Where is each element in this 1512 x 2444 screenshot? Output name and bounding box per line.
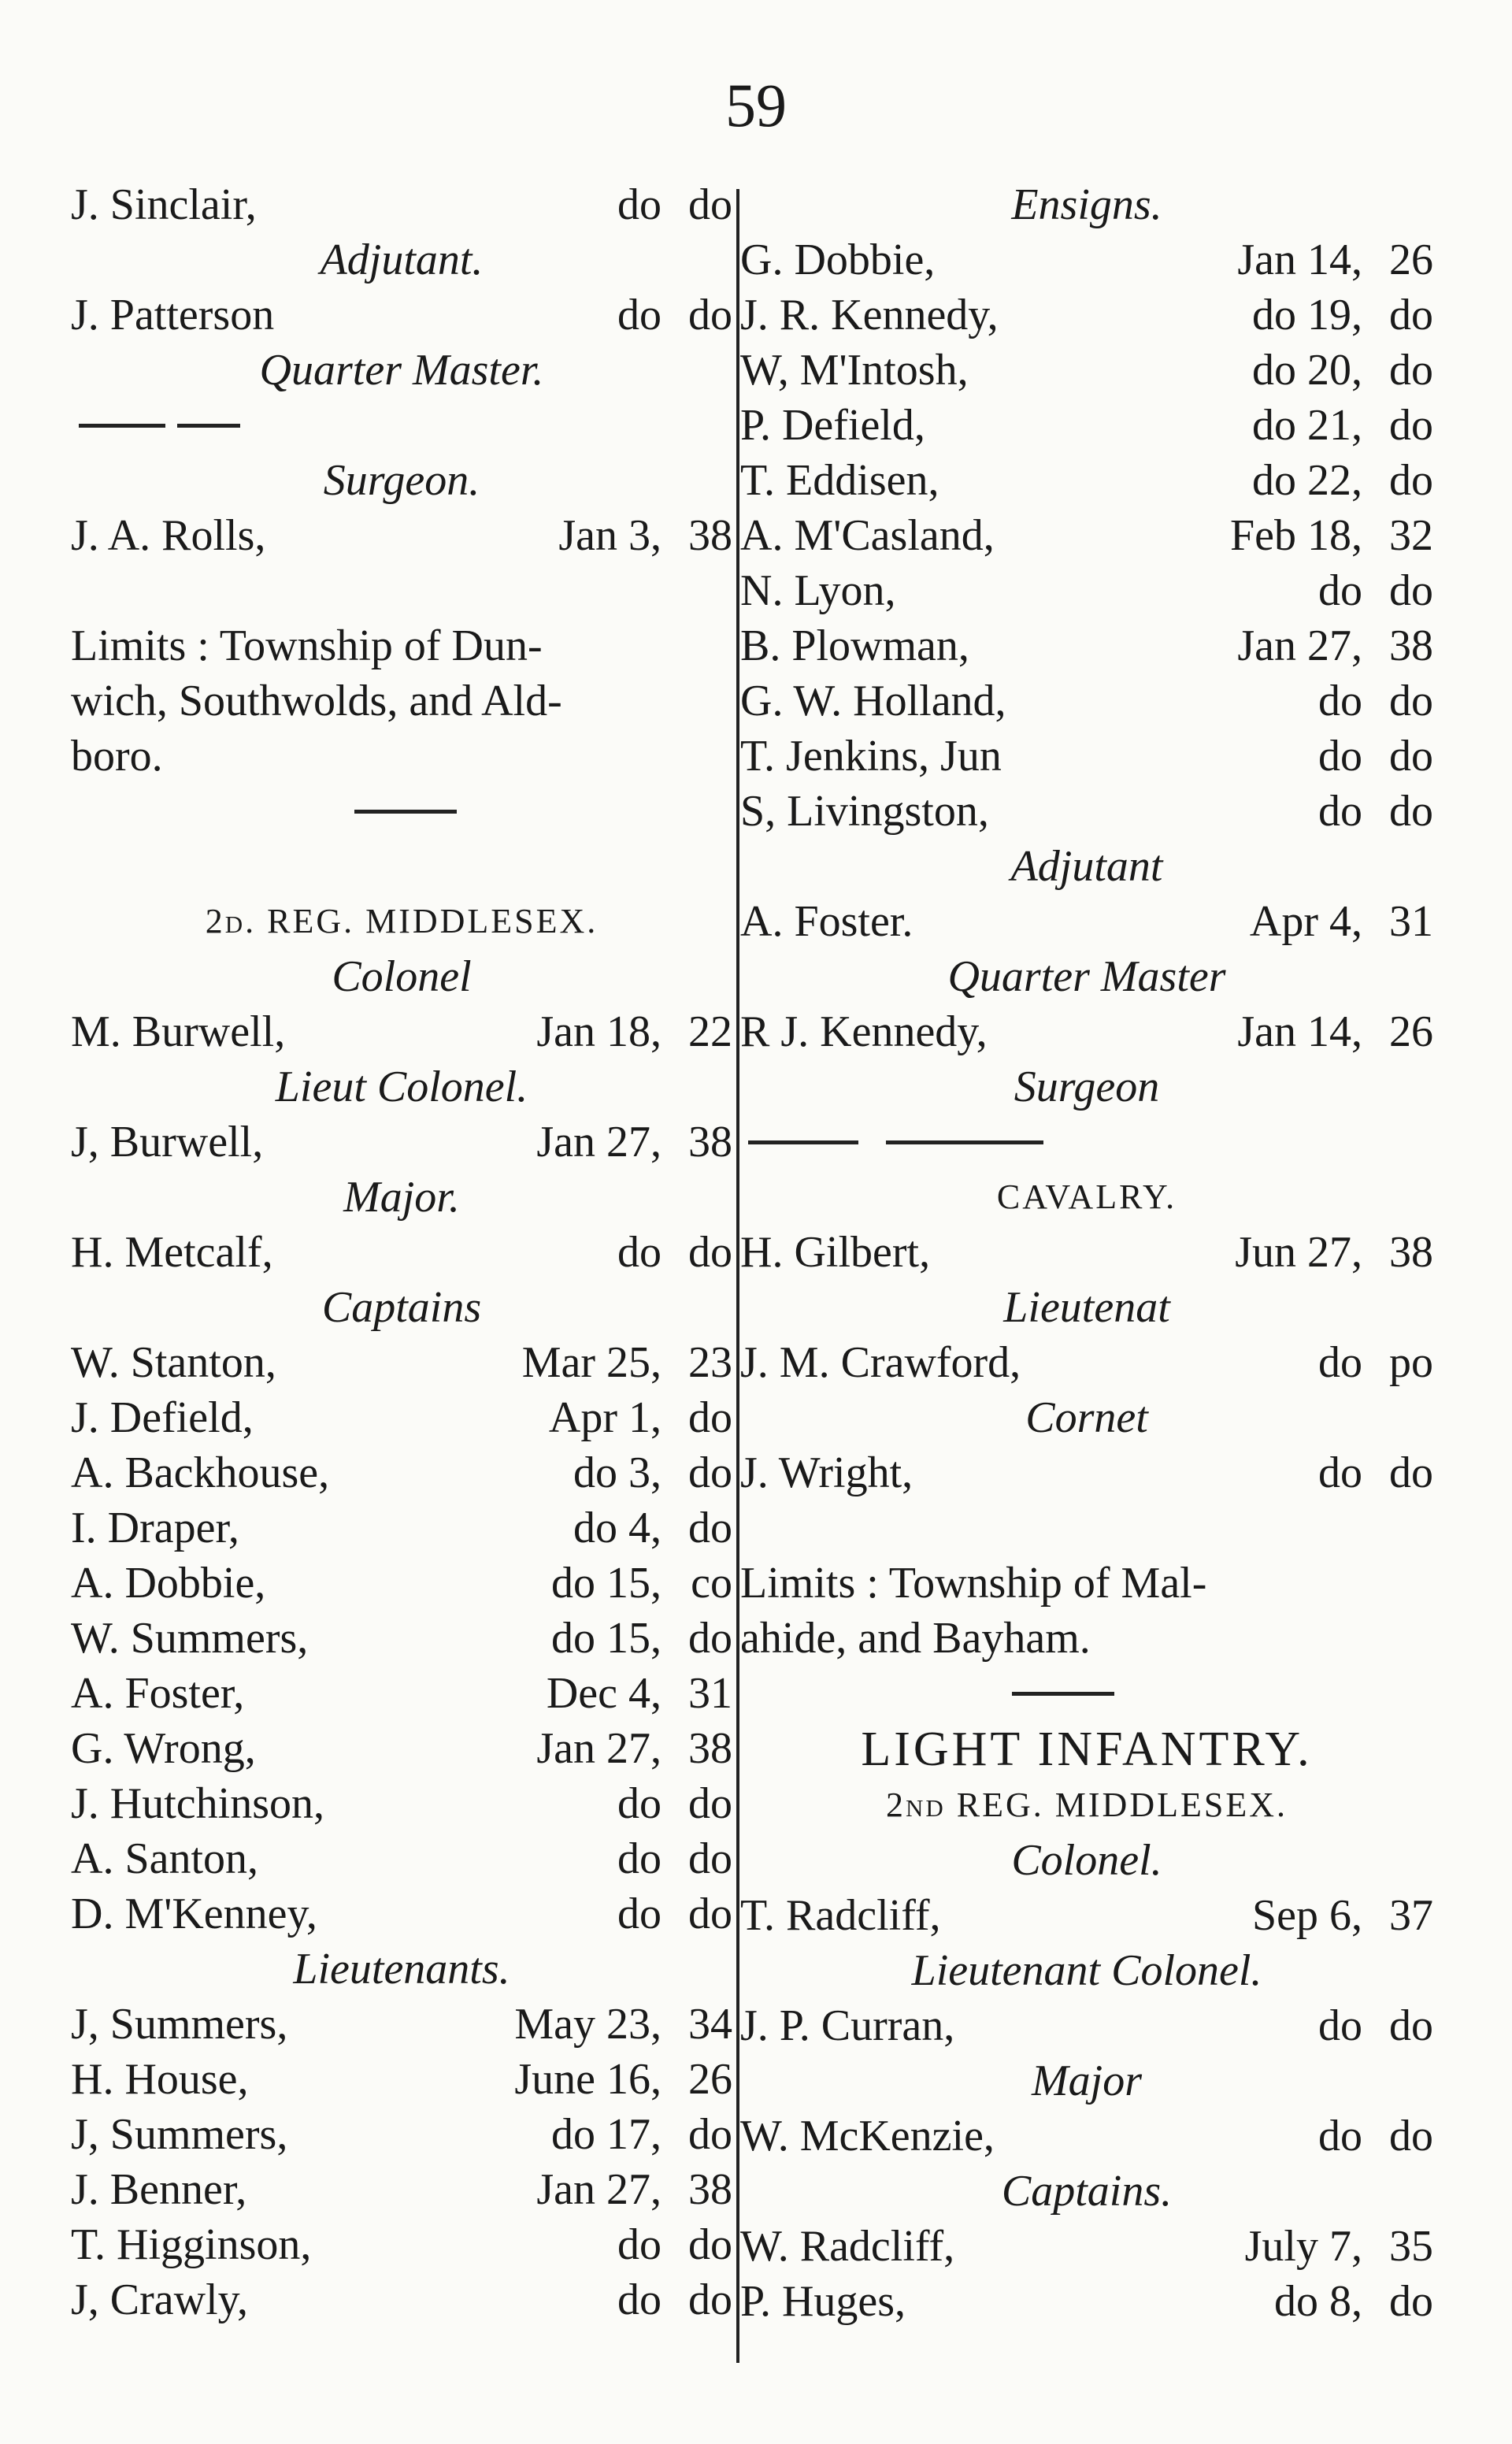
officer-name: W. Summers, [71, 1614, 309, 1663]
rank-heading-ensigns: Ensigns. [1011, 180, 1162, 229]
commission-year: do [1389, 291, 1433, 339]
commission-year: do [688, 291, 732, 339]
officer-name: J. Benner, [71, 2165, 247, 2214]
rank-heading-adjutant: Adjutant [1010, 842, 1163, 891]
officer-name: J. Sinclair, [71, 180, 257, 229]
commission-date: do [617, 1228, 662, 1277]
roster-row [71, 1721, 732, 1776]
commission-year: do [1389, 732, 1433, 781]
rank-heading-major: Major. [343, 1173, 460, 1222]
limits-line: Limits : Township of Mal- [740, 1559, 1207, 1608]
commission-year: 31 [1389, 897, 1433, 946]
commission-date: do 15, [551, 1614, 662, 1663]
roster-row [71, 1004, 732, 1059]
commission-date: Jan 18, [536, 1007, 662, 1056]
ensigns-list [740, 232, 1433, 839]
roster-row [71, 177, 732, 232]
officer-name: A. Dobbie, [71, 1559, 266, 1608]
commission-date: do 17, [551, 2110, 662, 2159]
commission-date: Jan 27, [536, 1724, 662, 1773]
officer-name: T. Jenkins, Jun [740, 732, 1002, 781]
roster-row [740, 2274, 1433, 2329]
rank-heading-captains: Captains [321, 1283, 482, 1332]
roster-row [71, 1225, 732, 1280]
roster-row [71, 1997, 732, 2052]
commission-year: do [1389, 2277, 1433, 2326]
commission-year: do [1389, 346, 1433, 395]
commission-year: do [688, 2220, 732, 2269]
commission-date: do 22, [1252, 456, 1362, 505]
roster-row [740, 618, 1433, 673]
commission-year: 38 [688, 511, 732, 560]
roster-row [740, 1888, 1433, 1943]
limits-note [71, 618, 732, 784]
officer-name: A. Foster. [740, 897, 914, 946]
officer-name: J. R. Kennedy, [740, 291, 999, 339]
commission-date: do [1318, 566, 1362, 615]
roster-row [71, 1390, 732, 1445]
roster-row [71, 1500, 732, 1556]
rank-heading-colonel: Colonel. [1011, 1836, 1162, 1885]
page-number: 59 [725, 71, 787, 139]
officer-name: J. Wright, [740, 1448, 914, 1497]
rank-heading-lieutenant: Lieutenat [1003, 1283, 1170, 1332]
commission-year: 38 [688, 1118, 732, 1166]
commission-year: 22 [688, 1007, 732, 1056]
roster-row [71, 2272, 732, 2327]
commission-year: 31 [688, 1669, 732, 1718]
commission-year: 37 [1389, 1891, 1433, 1940]
commission-year: 23 [688, 1338, 732, 1387]
officer-name: J. Patterson [71, 291, 275, 339]
commission-year: do [1389, 566, 1433, 615]
commission-date: do [1318, 2112, 1362, 2160]
commission-date: Jan 27, [1237, 621, 1362, 670]
rank-heading-quarter-master: Quarter Master. [259, 346, 544, 395]
commission-year: do [688, 180, 732, 229]
officer-name: T. Eddisen, [740, 456, 939, 505]
commission-year: do [688, 2110, 732, 2159]
commission-year: do [688, 2275, 732, 2324]
roster-row [71, 1556, 732, 1611]
commission-year: 32 [1389, 511, 1433, 560]
commission-year: do [1389, 2001, 1433, 2050]
commission-date: Jan 27, [536, 1118, 662, 1166]
officer-name: D. M'Kenney, [71, 1890, 317, 1938]
right-column [740, 177, 1433, 2329]
officer-name: R J. Kennedy, [740, 1007, 988, 1056]
commission-date: Sep 6, [1252, 1891, 1362, 1940]
officer-name: G. Wrong, [71, 1724, 256, 1773]
officer-name: H. Metcalf, [71, 1228, 273, 1277]
commission-year: 26 [688, 2055, 732, 2104]
commission-year: po [1389, 1338, 1433, 1387]
commission-date: Jan 27, [536, 2165, 662, 2214]
rank-heading-major: Major [1032, 2056, 1142, 2105]
rank-heading-lieutenant-colonel: Lieutenant Colonel. [911, 1946, 1262, 1995]
commission-date: do [617, 1834, 662, 1883]
commission-date: do 3, [573, 1448, 662, 1497]
rank-heading-adjutant: Adjutant. [320, 235, 484, 284]
roster-row [71, 287, 732, 343]
commission-year: 38 [1389, 1228, 1433, 1277]
cavalry-heading: CAVALRY. [996, 1177, 1177, 1216]
commission-date: do [1318, 732, 1362, 781]
commission-date: do [1318, 2001, 1362, 2050]
limits-note [740, 1556, 1433, 1666]
separator-rule [71, 398, 732, 453]
commission-date: do [617, 2275, 662, 2324]
commission-year: do [1389, 677, 1433, 725]
officer-name: W. Radcliff, [740, 2222, 955, 2271]
officer-name: J. Defield, [71, 1393, 254, 1442]
commission-year: 38 [688, 1724, 732, 1773]
officer-name: J. A. Rolls, [71, 511, 266, 560]
officer-name: W. McKenzie, [740, 2112, 995, 2160]
officer-name: N. Lyon, [740, 566, 896, 615]
commission-year: do [1389, 1448, 1433, 1497]
commission-year: do [688, 1614, 732, 1663]
rank-heading-colonel: Colonel [332, 952, 472, 1001]
commission-year: do [688, 1890, 732, 1938]
commission-date: May 23, [514, 2000, 662, 2049]
commission-year: do [688, 1228, 732, 1277]
roster-row [740, 1445, 1433, 1500]
limits-line: wich, Southwolds, and Ald- [71, 677, 562, 725]
limits-line: Limits : Township of Dun- [71, 621, 543, 670]
commission-date: Jan 14, [1237, 235, 1362, 284]
commission-date: do [1318, 1448, 1362, 1497]
officer-name: A. M'Casland, [740, 511, 995, 560]
roster-row [740, 232, 1433, 287]
commission-date: do [617, 2220, 662, 2269]
officer-name: J, Crawly, [71, 2275, 249, 2324]
commission-year: 34 [688, 2000, 732, 2049]
commission-year: 26 [1389, 235, 1433, 284]
commission-date: do 19, [1252, 291, 1362, 339]
officer-name: J. M. Crawford, [740, 1338, 1021, 1387]
roster-row [740, 398, 1433, 453]
rank-heading-cornet: Cornet [1025, 1393, 1148, 1442]
commission-date: Jun 27, [1235, 1228, 1362, 1277]
officer-name: J, Burwell, [71, 1118, 264, 1166]
commission-date: do [617, 1779, 662, 1828]
commission-date: do [1318, 1338, 1362, 1387]
commission-year: do [688, 1393, 732, 1442]
captains-list [740, 2219, 1433, 2329]
rank-heading-surgeon: Surgeon [1014, 1063, 1160, 1111]
commission-date: do [617, 180, 662, 229]
roster-row [740, 343, 1433, 398]
regiment-heading: 2d. REG. MIDDLESEX. [205, 902, 598, 940]
commission-year: do [688, 1779, 732, 1828]
commission-date: do [617, 291, 662, 339]
roster-row [71, 2217, 732, 2272]
commission-year: 35 [1389, 2222, 1433, 2271]
roster-row [740, 894, 1433, 949]
regiment-heading: 2nd REG. MIDDLESEX. [886, 1786, 1288, 1824]
commission-date: do [1318, 677, 1362, 725]
commission-date: Jan 14, [1237, 1007, 1362, 1056]
commission-year: do [1389, 2112, 1433, 2160]
officer-name: J, Summers, [71, 2000, 288, 2049]
officer-name: M. Burwell, [71, 1007, 286, 1056]
commission-year: do [688, 1504, 732, 1552]
roster-row [740, 673, 1433, 729]
commission-year: do [1389, 456, 1433, 505]
separator-rule [740, 1666, 1433, 1721]
officer-name: H. Gilbert, [740, 1228, 931, 1277]
commission-date: Jan 3, [558, 511, 662, 560]
commission-year: 26 [1389, 1007, 1433, 1056]
commission-date: do 20, [1252, 346, 1362, 395]
roster-row [71, 1776, 732, 1831]
limits-line: boro. [71, 732, 163, 781]
roster-row [71, 2107, 732, 2162]
commission-date: July 7, [1244, 2222, 1362, 2271]
commission-year: 38 [1389, 621, 1433, 670]
roster-row [740, 287, 1433, 343]
commission-date: Feb 18, [1230, 511, 1362, 560]
roster-row [740, 2219, 1433, 2274]
commission-date: do 4, [573, 1504, 662, 1552]
roster-row [740, 563, 1433, 618]
commission-date: do 15, [551, 1559, 662, 1608]
commission-year: do [1389, 401, 1433, 450]
officer-name: T. Radcliff, [740, 1891, 941, 1940]
roster-row [740, 453, 1433, 508]
commission-date: Apr 1, [548, 1393, 662, 1442]
separator-rule [740, 1114, 1433, 1170]
officer-name: W, M'Intosh, [740, 346, 969, 395]
commission-date: Dec 4, [546, 1669, 662, 1718]
officer-name: T. Higginson, [71, 2220, 312, 2269]
commission-date: Mar 25, [521, 1338, 662, 1387]
limits-line: ahide, and Bayham. [740, 1614, 1091, 1663]
captains-list [71, 1335, 732, 1941]
officer-name: A. Backhouse, [71, 1448, 330, 1497]
commission-date: do [1318, 787, 1362, 836]
officer-name: B. Plowman, [740, 621, 969, 670]
roster-row [71, 1666, 732, 1721]
officer-name: I. Draper, [71, 1504, 239, 1552]
roster-row [71, 1445, 732, 1500]
officer-name: A. Foster, [71, 1669, 245, 1718]
commission-year: do [688, 1834, 732, 1883]
roster-row [740, 508, 1433, 563]
roster-row [740, 2108, 1433, 2164]
officer-name: J. Hutchinson, [71, 1779, 324, 1828]
roster-row [740, 784, 1433, 839]
rank-heading-lieutenants: Lieutenants. [293, 1945, 510, 1993]
roster-row [740, 1335, 1433, 1390]
roster-row [71, 2052, 732, 2107]
officer-name: P. Huges, [740, 2277, 906, 2326]
roster-row [71, 2162, 732, 2217]
roster-row [71, 1886, 732, 1941]
officer-name: G. W. Holland, [740, 677, 1006, 725]
officer-name: J, Summers, [71, 2110, 288, 2159]
rank-heading-captains: Captains. [1001, 2167, 1173, 2216]
commission-year: do [688, 1448, 732, 1497]
officer-name: W. Stanton, [71, 1338, 276, 1387]
roster-row [740, 729, 1433, 784]
roster-row [71, 1114, 732, 1170]
officer-name: G. Dobbie, [740, 235, 936, 284]
roster-row [740, 1004, 1433, 1059]
roster-row [71, 1335, 732, 1390]
lieutenants-list [71, 1997, 732, 2327]
rank-heading-surgeon: Surgeon. [323, 456, 480, 505]
roster-row [71, 1831, 732, 1886]
roster-row [740, 1998, 1433, 2053]
roster-row [71, 508, 732, 563]
separator-rule [71, 784, 732, 839]
officer-name: A. Santon, [71, 1834, 258, 1883]
officer-name: S, Livingston, [740, 787, 989, 836]
column-divider [736, 189, 739, 2363]
commission-date: June 16, [514, 2055, 662, 2104]
officer-name: H. House, [71, 2055, 249, 2104]
light-infantry-heading: LIGHT INFANTRY. [861, 1723, 1313, 1776]
rank-heading-quarter-master: Quarter Master [947, 952, 1226, 1001]
commission-date: do 21, [1252, 401, 1362, 450]
officer-name: P. Defield, [740, 401, 925, 450]
commission-date: Apr 4, [1249, 897, 1362, 946]
officer-name: J. P. Curran, [740, 2001, 955, 2050]
roster-row [740, 1225, 1433, 1280]
commission-date: do 8, [1274, 2277, 1362, 2326]
commission-year: 38 [688, 2165, 732, 2214]
commission-year: do [1389, 787, 1433, 836]
commission-year: co [691, 1559, 732, 1608]
commission-date: do [617, 1890, 662, 1938]
rank-heading-lieut-colonel: Lieut Colonel. [275, 1063, 528, 1111]
left-column [71, 177, 732, 2327]
roster-row [71, 1611, 732, 1666]
